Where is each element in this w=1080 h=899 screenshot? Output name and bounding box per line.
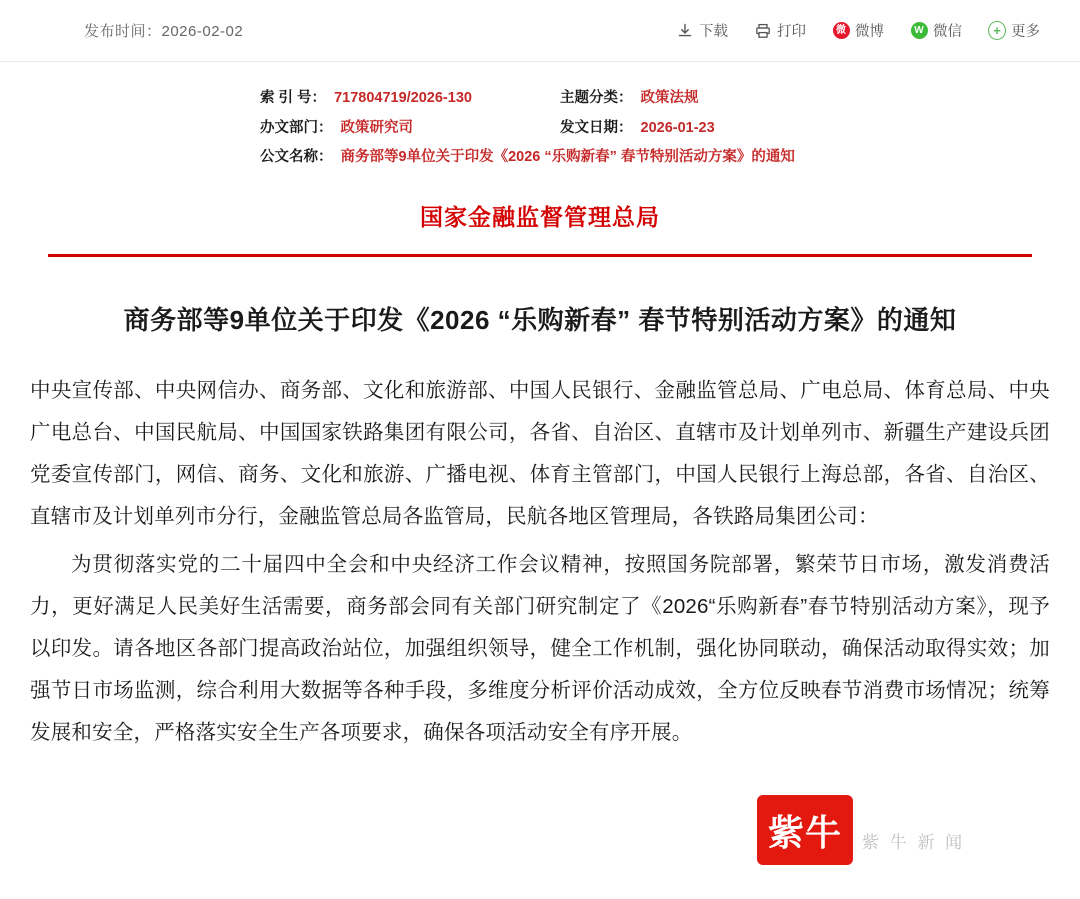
top-toolbar [0,0,1080,62]
meta-date [560,114,715,144]
meta-department [260,114,560,144]
wechat-share-button[interactable] [910,20,962,41]
watermark-caption: 紫 牛 新 闻 [862,833,966,852]
meta-index-label: 索 引 号： [260,90,327,106]
meta-date-label: 发文日期： [560,119,633,136]
meta-date-value: 2026-01-23 [640,119,715,136]
page-title: 商务部等9单位关于印发《2026 “乐购新春” 春节特别活动方案》的通知 [123,305,957,336]
meta-row [260,143,820,173]
printer-icon [754,22,772,40]
wechat-label: 微信 [933,24,962,40]
meta-table [260,84,820,173]
meta-department-label: 办文部门： [260,119,333,136]
issuing-organization: 国家金融监督管理总局 [420,204,660,231]
watermark-logo [757,795,853,865]
wechat-icon: W [910,22,928,40]
share-actions [676,20,1040,41]
document-recipients: 中央宣传部、中央网信办、商务部、文化和旅游部、中国人民银行、金融监管总局、广电总局、体育总局、中央广电总台、中国民航局、中国国家铁路集团有限公司，各省、自治区、直辖市及计划单列市、新疆生产建设兵团党委宣传部门，网信、商务、文化和旅游、广播电视、体育主管部门，中国人民银行上海总部，各省、自治区、直辖市及计划单列市分行，金融监管总局各监管局，民航各地区管理局，各铁路局集团公司： [30,379,1050,529]
weibo-icon: 微 [832,22,850,40]
meta-department-value: 政策研究司 [340,119,413,136]
download-icon [676,22,694,40]
document-meta-panel [0,62,1080,173]
download-label: 下载 [699,24,728,40]
meta-doc-name [260,143,820,173]
meta-category [560,84,699,114]
meta-doc-name-value: 商务部等9单位关于印发《2026 “乐购新春” 春节特别活动方案》的通知 [340,149,795,166]
meta-index-value: 717804719/2026-130 [334,90,472,106]
meta-category-label: 主题分类： [560,90,633,106]
print-button[interactable] [754,20,806,41]
meta-index [260,84,560,114]
watermark-logo-text: 紫牛 [767,812,842,853]
download-button[interactable] [676,20,728,41]
meta-doc-name-label: 公文名称： [260,149,333,166]
document-body-paragraph: 为贯彻落实党的二十届四中全会和中央经济工作会议精神，按照国务院部署，繁荣节日市场，激发消费活力，更好满足人民美好生活需要，商务部会同有关部门研究制定了《2026“乐购新春”春节特别活动方案》，现予以印发。请各地区各部门提高政治站位，加强组织领导，健全工作机制，强化协同联动，确保活动取得实效；加强节日市场监测，综合利用大数据等各种手段，多维度分析评价活动成效，全方位反映春节消费市场情况；统筹发展和安全，严格落实安全生产各项要求，确保各项活动安全有序开展。 [30,553,1050,745]
publish-time: 发布时间：2026-02-02 [84,23,244,40]
red-divider [48,254,1032,257]
meta-category-value: 政策法规 [640,90,699,106]
print-label: 打印 [777,24,806,40]
weibo-share-button[interactable] [832,20,884,41]
document-content [0,301,1080,754]
weibo-label: 微博 [855,24,884,40]
more-label: 更多 [1011,24,1040,40]
meta-row [260,114,820,144]
plus-circle-icon: + [988,22,1006,40]
more-share-button[interactable] [988,20,1040,41]
meta-row [260,84,820,114]
